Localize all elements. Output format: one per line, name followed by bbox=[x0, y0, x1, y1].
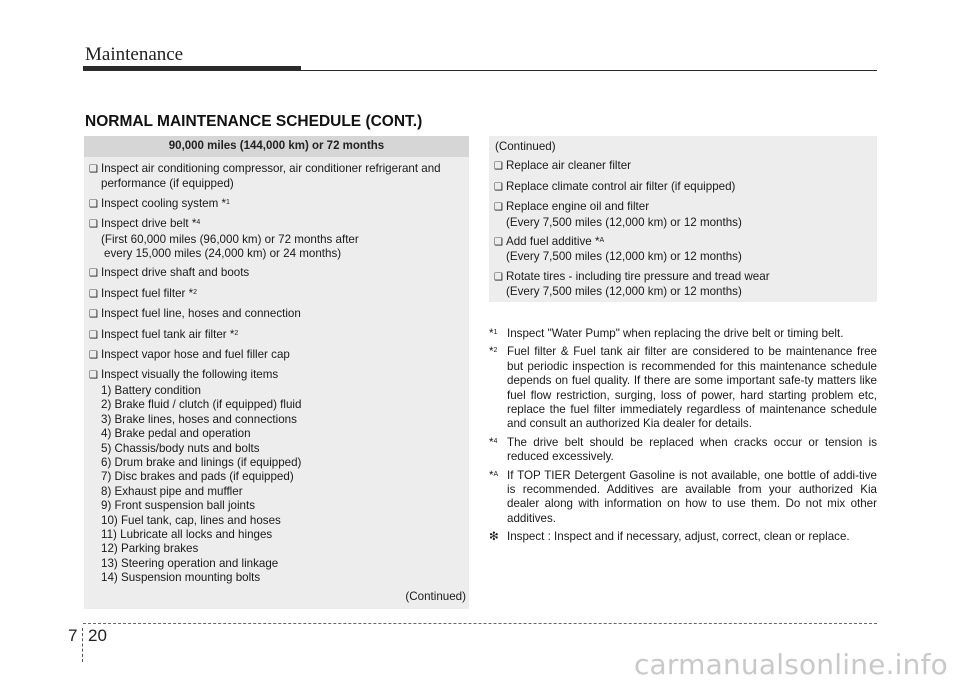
sub-list-item: 10) Fuel tank, cap, lines and hoses bbox=[101, 513, 281, 527]
footer-divider bbox=[83, 623, 877, 624]
list-item: ❑ Replace engine oil and filter (Every 7,500 miles (12,000 km) or 12 months) bbox=[494, 200, 742, 229]
right-schedule-panel bbox=[489, 136, 877, 302]
sub-list-item: 5) Chassis/body nuts and bolts bbox=[101, 441, 260, 455]
list-item: ❑ Replace air cleaner filter bbox=[494, 159, 871, 174]
right-item-list bbox=[489, 159, 877, 299]
inspect-symbol-icon: ❇ bbox=[489, 530, 499, 544]
checkbox-icon: ❑ bbox=[89, 219, 98, 231]
list-item: ❑ Replace climate control air filter (if equipped) bbox=[494, 180, 871, 195]
checkbox-icon: ❑ bbox=[89, 370, 98, 382]
list-item: ❑ Inspect cooling system *$^1$ bbox=[89, 197, 463, 212]
footnote: *$^1$ Inspect "Water Pump" when replacing the drive belt or timing belt. bbox=[489, 327, 844, 340]
checkbox-icon: ❑ bbox=[89, 198, 98, 210]
checkbox-icon: ❑ bbox=[494, 161, 503, 173]
sub-list-item: 6) Drum brake and linings (if equipped) bbox=[101, 455, 302, 469]
chapter-number: 7 bbox=[68, 626, 78, 645]
list-item: ❑ Inspect air conditioning compressor, air conditioner refrigerant and performance (if equipped) bbox=[89, 162, 441, 191]
footnote: *$^4$ The drive belt should be replaced when cracks occur or tension is reduced excessively. bbox=[489, 435, 877, 464]
page-header-title: Maintenance bbox=[85, 44, 184, 65]
visual-inspection-sublist bbox=[101, 384, 463, 586]
list-item: ❑ Inspect drive belt *$^4$ (First 60,000 miles (96,000 km) or 72 months after every 15,000 miles (24,000 km) or 24 months) bbox=[89, 217, 359, 261]
footnote: ❇ Inspect : Inspect and if necessary, adjust, correct, clean or replace. bbox=[489, 530, 850, 544]
footnote: *$^A$ If TOP TIER Detergent Gasoline is not available, one bottle of addi-tive is recommended. Additives are available from your authorized Kia dealer along with information on how to use them. Do not mix other additives. bbox=[489, 468, 877, 525]
sub-list-item: 11) Lubricate all locks and hinges bbox=[101, 527, 273, 541]
footnotes bbox=[489, 327, 877, 549]
checkbox-icon: ❑ bbox=[89, 309, 98, 321]
sub-list-item: 14) Suspension mounting bolts bbox=[101, 571, 261, 585]
list-item: ❑ Inspect fuel line, hoses and connection bbox=[89, 307, 463, 322]
sub-list-item: 13) Steering operation and linkage bbox=[101, 556, 279, 570]
list-item: ❑ Rotate tires - including tire pressure and tread wear (Every 7,500 miles (12,000 km) or 12 months) bbox=[494, 269, 770, 299]
list-item: ❑ Inspect visually the following items 1) Battery condition 2) Brake fluid / clutch (if equipped) fluid 3) Brake lines, hoses and connections 4) Brake pedal and operation 5) Chassis/body nuts and bolts 6) Drum brake and linings (if equipped) 7) Disc brakes and pads (if equipped) 8) Exhaust pipe and muffler 9) Front suspension ball joints 10) Fuel tank, cap, lines and hoses 11) Lubricate all locks and hinges 12) Parking brakes 13) Steering operation and linkage 14) Suspension mounting bolts bbox=[89, 368, 463, 585]
sub-list-item: 1) Battery condition bbox=[101, 383, 201, 397]
checkbox-icon: ❑ bbox=[89, 268, 98, 280]
list-item: ❑ Inspect fuel filter *$^2$ bbox=[89, 287, 463, 302]
list-item: ❑ Inspect vapor hose and fuel filler cap bbox=[89, 348, 463, 363]
header-rule-thick bbox=[83, 66, 301, 71]
sub-list-item: 2) Brake fluid / clutch (if equipped) fluid bbox=[101, 398, 302, 412]
page-number-separator bbox=[82, 628, 83, 662]
footnote: *$^2$ Fuel filter & Fuel tank air filter are considered to be maintenance free but periodic inspection is recommended for this maintenance schedule depends on fuel quality. If there are some important safe-ty matters like fuel flow restriction, surging, loss of power, hard starting problem etc, replace the fuel filter immediately regardless of maintenance schedule and consult an authorized Kia dealer for details. bbox=[489, 345, 877, 431]
left-schedule-panel bbox=[84, 136, 469, 609]
right-panel-heading: (Continued) bbox=[495, 140, 556, 153]
checkbox-icon: ❑ bbox=[494, 237, 503, 249]
checkbox-icon: ❑ bbox=[494, 271, 503, 283]
sub-list-item: 12) Parking brakes bbox=[101, 542, 199, 556]
sub-list-item: 9) Front suspension ball joints bbox=[101, 499, 256, 513]
sub-list-item: 3) Brake lines, hoses and connections bbox=[101, 412, 297, 426]
watermark: carmanualsonline.info bbox=[633, 648, 948, 681]
checkbox-icon: ❑ bbox=[89, 164, 98, 175]
checkbox-icon: ❑ bbox=[89, 329, 98, 341]
checkbox-icon: ❑ bbox=[89, 350, 98, 362]
list-item: ❑ Add fuel additive *$^A$ (Every 7,500 miles (12,000 km) or 12 months) bbox=[494, 235, 742, 264]
left-item-list bbox=[84, 162, 469, 586]
sub-list-item: 4) Brake pedal and operation bbox=[101, 427, 251, 441]
section-title: NORMAL MAINTENANCE SCHEDULE (CONT.) bbox=[85, 113, 423, 130]
list-item: ❑ Inspect fuel tank air filter *$^2$ bbox=[89, 328, 463, 343]
page-number: 20 bbox=[88, 626, 107, 645]
checkbox-icon: ❑ bbox=[494, 202, 503, 214]
checkbox-icon: ❑ bbox=[494, 181, 503, 193]
sub-list-item: 7) Disc brakes and pads (if equipped) bbox=[101, 470, 294, 484]
continued-label: (Continued) bbox=[405, 590, 466, 603]
checkbox-icon: ❑ bbox=[89, 288, 98, 300]
sub-list-item: 8) Exhaust pipe and muffler bbox=[101, 484, 243, 498]
list-item: ❑ Inspect drive shaft and boots bbox=[89, 266, 463, 281]
header-rule-thin bbox=[301, 70, 877, 71]
left-panel-heading: 90,000 miles (144,000 km) or 72 months bbox=[84, 136, 469, 157]
